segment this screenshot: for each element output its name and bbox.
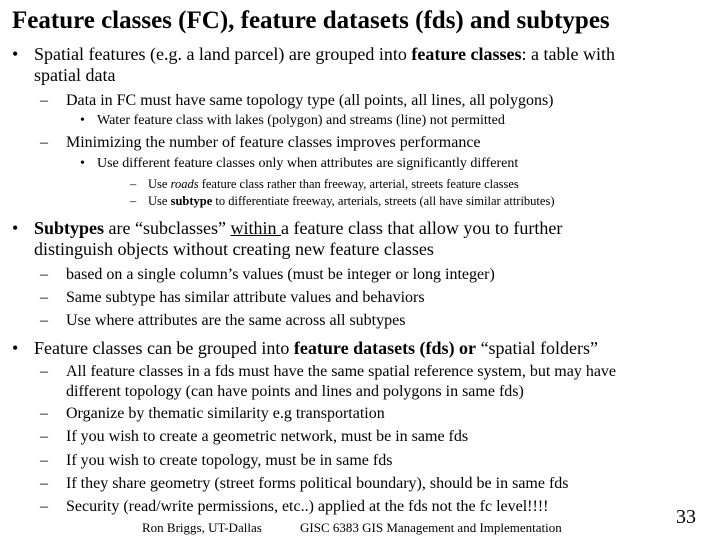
text: are “subclasses”: [104, 218, 231, 238]
footer-course: GISC 6383 GIS Management and Implementation: [300, 520, 562, 535]
dash-marker: –: [40, 498, 48, 515]
dash-marker: –: [40, 405, 48, 422]
bullet-marker: •: [80, 113, 85, 128]
slide-title: Feature classes (FC), feature datasets (fds) and subtypes: [12, 7, 610, 34]
bullet-2-sub-1: based on a single column’s values (must be integer or long integer): [66, 266, 495, 283]
bullet-1-sub-1: Data in FC must have same topology type (all points, all lines, all polygons): [66, 92, 554, 109]
bullet-1-sub-2-item-a: [148, 177, 519, 191]
dash-marker: –: [40, 312, 48, 329]
text: “spatial folders”: [476, 338, 599, 358]
dash-marker: –: [40, 134, 48, 151]
bullet-3-sub-1-line-2: different topology (can have points and lines and polygons in same fds): [66, 383, 524, 400]
emphasis: Subtypes: [34, 218, 105, 238]
bullet-3-sub-4: If you wish to create topology, must be in same fds: [66, 452, 393, 469]
text: Use: [148, 194, 171, 208]
page-number: 33: [676, 506, 696, 528]
emphasis: roads: [170, 177, 199, 191]
text: a feature class that allow you to further: [281, 218, 563, 238]
bullet-marker: •: [12, 44, 19, 64]
bullet-2-sub-2: Same subtype has similar attribute values and behaviors: [66, 289, 425, 306]
bullet-2-line-1: [34, 218, 562, 238]
bullet-1-line-2: spatial data: [34, 65, 116, 85]
footer-author: Ron Briggs, UT-Dallas: [142, 520, 262, 535]
text: Use: [148, 177, 171, 191]
text: Spatial features (e.g. a land parcel) are grouped into: [34, 44, 412, 64]
bullet-2-line-2: distinguish objects without creating new feature classes: [34, 239, 434, 259]
bullet-1-sub-2-item: Use different feature classes only when attributes are significantly different: [97, 156, 519, 171]
dash-marker: –: [40, 475, 48, 492]
bullet-1-line-1: [34, 44, 615, 64]
bullet-3-sub-3: If you wish to create a geometric network, must be in same fds: [66, 428, 469, 445]
dash-marker: –: [130, 177, 137, 191]
bullet-marker: •: [80, 156, 85, 171]
bullet-3-sub-1-line-1: All feature classes in a fds must have the same spatial reference system, but may have: [66, 363, 617, 380]
dash-marker: –: [40, 266, 48, 283]
bullet-3-line-1: [34, 338, 598, 358]
bullet-marker: •: [12, 218, 19, 238]
dash-marker: –: [40, 452, 48, 469]
underlined-text: within: [230, 218, 281, 238]
emphasis: subtype: [170, 194, 213, 208]
bullet-1-sub-2: Minimizing the number of feature classes improves performance: [66, 134, 481, 151]
dash-marker: –: [40, 428, 48, 445]
bullet-3-sub-6: Security (read/write permissions, etc..) applied at the fds not the fc level!!!!: [66, 498, 549, 515]
text: : a table with: [521, 44, 615, 64]
dash-marker: –: [40, 289, 48, 306]
dash-marker: –: [130, 194, 137, 208]
bullet-1-sub-1-item: Water feature class with lakes (polygon) and streams (line) not permitted: [97, 113, 505, 128]
bullet-1-sub-2-item-b: [148, 194, 554, 208]
emphasis: feature datasets (fds) or: [293, 338, 477, 358]
bullet-3-sub-2: Organize by thematic similarity e.g transportation: [66, 405, 385, 422]
emphasis: feature classes: [411, 44, 522, 64]
text: feature class rather than freeway, arterial, streets feature classes: [198, 177, 519, 191]
bullet-2-sub-3: Use where attributes are the same across all subtypes: [66, 312, 406, 329]
text: Feature classes can be grouped into: [34, 338, 294, 358]
bullet-3-sub-5: If they share geometry (street forms political boundary), should be in same fds: [66, 475, 569, 492]
text: to differentiate freeway, arterials, streets (all have similar attributes): [212, 194, 555, 208]
bullet-marker: •: [12, 338, 19, 358]
dash-marker: –: [40, 363, 48, 380]
dash-marker: –: [40, 92, 48, 109]
